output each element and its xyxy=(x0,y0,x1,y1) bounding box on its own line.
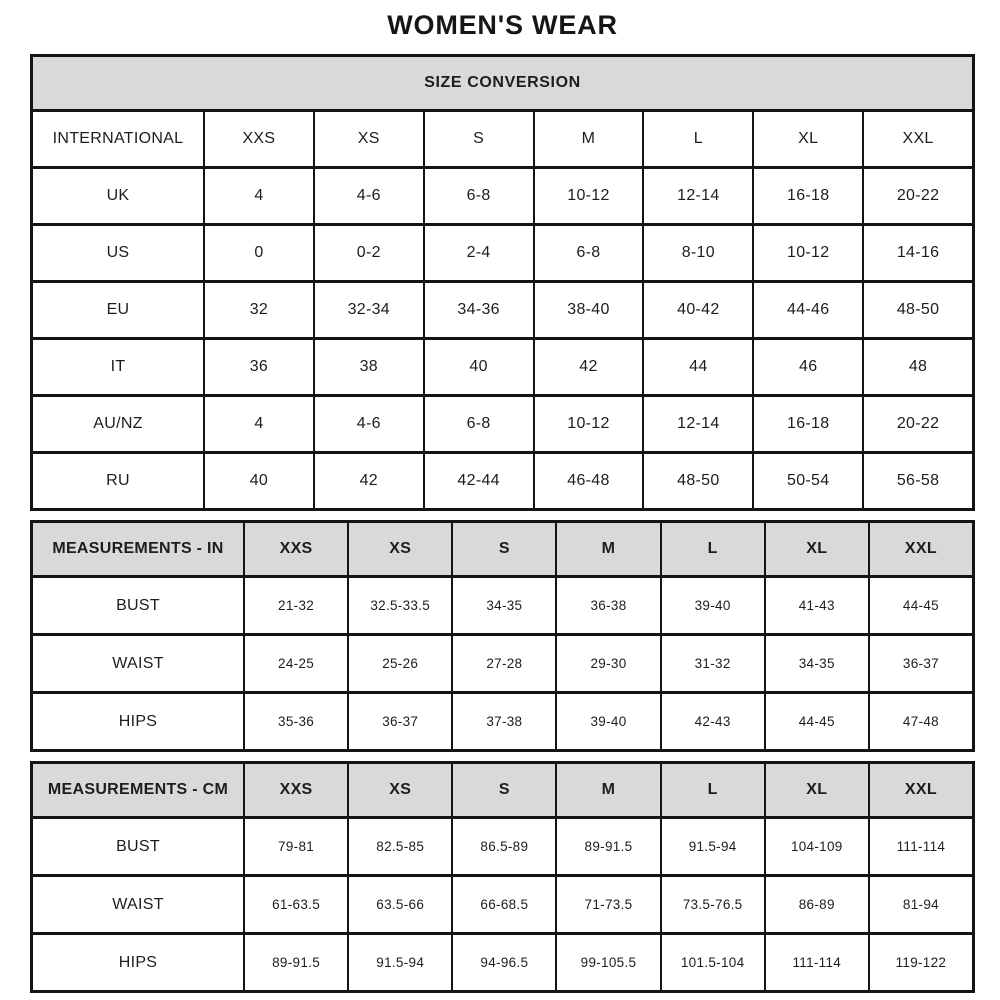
measurement-label: HIPS xyxy=(118,953,158,971)
measurement-value-cell: 79-81 xyxy=(243,819,347,874)
measurements-cm-header-row xyxy=(33,764,972,816)
measurement-value-cell: 111-114 xyxy=(764,935,868,990)
size-column-header: M xyxy=(555,764,659,816)
size-conversion-title: SIZE CONVERSION xyxy=(33,57,972,109)
size-column-header: M xyxy=(555,523,659,575)
measurement-value-cell: 24-25 xyxy=(243,636,347,691)
size-conversion-row-uk xyxy=(33,166,972,223)
size-value-cell: 14-16 xyxy=(862,226,972,280)
size-column-header: S xyxy=(451,523,555,575)
measurement-value-cell: 81-94 xyxy=(868,877,972,932)
measurement-value-cell: 91.5-94 xyxy=(660,819,764,874)
measurement-value-cell: 61-63.5 xyxy=(243,877,347,932)
measurement-label: HIPS xyxy=(118,712,158,730)
region-label: EU xyxy=(106,301,130,318)
size-value-cell: 4-6 xyxy=(313,397,423,451)
size-value-cell: 10-12 xyxy=(533,397,643,451)
size-value-cell: 10-12 xyxy=(533,169,643,223)
measurement-row-waist xyxy=(33,633,972,691)
size-value-cell: 12-14 xyxy=(642,169,752,223)
size-value-cell: 36 xyxy=(203,340,313,394)
size-column-header: XS xyxy=(347,764,451,816)
size-value-cell: 40 xyxy=(203,454,313,508)
size-column-header: XXS xyxy=(203,112,313,166)
measurement-value-cell: 99-105.5 xyxy=(555,935,659,990)
measurement-value-cell: 73.5-76.5 xyxy=(660,877,764,932)
size-value-cell: 20-22 xyxy=(862,169,972,223)
size-value-cell: 46-48 xyxy=(533,454,643,508)
size-value-cell: 32-34 xyxy=(313,283,423,337)
size-value-cell: 50-54 xyxy=(752,454,862,508)
size-value-cell: 6-8 xyxy=(533,226,643,280)
size-value-cell: 40 xyxy=(423,340,533,394)
size-column-header: XS xyxy=(347,523,451,575)
size-column-header: XXL xyxy=(862,112,972,166)
size-value-cell: 46 xyxy=(752,340,862,394)
size-conversion-row-ru xyxy=(33,451,972,508)
size-value-cell: 48-50 xyxy=(862,283,972,337)
measurement-value-cell: 36-37 xyxy=(347,694,451,749)
size-value-cell: 32 xyxy=(203,283,313,337)
measurement-value-cell: 89-91.5 xyxy=(243,935,347,990)
measurement-value-cell: 34-35 xyxy=(764,636,868,691)
measurement-row-hips xyxy=(33,932,972,990)
size-column-header: XL xyxy=(764,523,868,575)
measurements-in-table xyxy=(30,520,975,752)
measurement-value-cell: 42-43 xyxy=(660,694,764,749)
size-value-cell: 38 xyxy=(313,340,423,394)
size-value-cell: 16-18 xyxy=(752,397,862,451)
measurement-value-cell: 91.5-94 xyxy=(347,935,451,990)
international-column-header: INTERNATIONAL xyxy=(52,130,184,147)
size-column-header: L xyxy=(660,523,764,575)
size-column-header: L xyxy=(660,764,764,816)
size-value-cell: 10-12 xyxy=(752,226,862,280)
measurement-label: WAIST xyxy=(112,654,164,672)
size-conversion-row-us xyxy=(33,223,972,280)
size-column-header: XXL xyxy=(868,523,972,575)
measurement-label: BUST xyxy=(116,596,160,614)
measurement-value-cell: 39-40 xyxy=(555,694,659,749)
measurement-value-cell: 39-40 xyxy=(660,578,764,633)
size-value-cell: 48 xyxy=(862,340,972,394)
size-value-cell: 48-50 xyxy=(642,454,752,508)
measurement-value-cell: 86-89 xyxy=(764,877,868,932)
measurement-value-cell: 27-28 xyxy=(451,636,555,691)
measurement-value-cell: 31-32 xyxy=(660,636,764,691)
measurement-value-cell: 44-45 xyxy=(868,578,972,633)
measurement-value-cell: 119-122 xyxy=(868,935,972,990)
size-value-cell: 40-42 xyxy=(642,283,752,337)
measurement-value-cell: 111-114 xyxy=(868,819,972,874)
size-column-header: XL xyxy=(764,764,868,816)
size-column-header: M xyxy=(533,112,643,166)
size-value-cell: 44 xyxy=(642,340,752,394)
size-value-cell: 20-22 xyxy=(862,397,972,451)
size-value-cell: 8-10 xyxy=(642,226,752,280)
size-value-cell: 4 xyxy=(203,397,313,451)
measurement-value-cell: 94-96.5 xyxy=(451,935,555,990)
measurement-value-cell: 63.5-66 xyxy=(347,877,451,932)
size-value-cell: 44-46 xyxy=(752,283,862,337)
measurement-value-cell: 82.5-85 xyxy=(347,819,451,874)
measurement-row-bust xyxy=(33,575,972,633)
size-value-cell: 12-14 xyxy=(642,397,752,451)
measurement-value-cell: 89-91.5 xyxy=(555,819,659,874)
size-column-header: XXL xyxy=(868,764,972,816)
region-label: IT xyxy=(110,358,126,375)
measurement-label: BUST xyxy=(116,837,160,855)
size-conversion-table xyxy=(30,54,975,511)
measurement-label: WAIST xyxy=(112,895,164,913)
region-label: UK xyxy=(106,187,130,204)
measurement-row-hips xyxy=(33,691,972,749)
measurement-value-cell: 21-32 xyxy=(243,578,347,633)
measurement-value-cell: 41-43 xyxy=(764,578,868,633)
measurement-value-cell: 34-35 xyxy=(451,578,555,633)
measurement-value-cell: 25-26 xyxy=(347,636,451,691)
measurement-value-cell: 37-38 xyxy=(451,694,555,749)
size-value-cell: 42-44 xyxy=(423,454,533,508)
size-conversion-columns-row xyxy=(33,109,972,166)
measurement-value-cell: 36-38 xyxy=(555,578,659,633)
size-conversion-header-row xyxy=(33,57,972,109)
measurement-value-cell: 32.5-33.5 xyxy=(347,578,451,633)
size-value-cell: 2-4 xyxy=(423,226,533,280)
measurement-row-bust xyxy=(33,816,972,874)
size-column-header: S xyxy=(423,112,533,166)
region-label: RU xyxy=(106,472,130,489)
measurement-value-cell: 44-45 xyxy=(764,694,868,749)
size-conversion-row-eu xyxy=(33,280,972,337)
size-value-cell: 42 xyxy=(313,454,423,508)
size-value-cell: 16-18 xyxy=(752,169,862,223)
measurement-value-cell: 101.5-104 xyxy=(660,935,764,990)
measurement-value-cell: 29-30 xyxy=(555,636,659,691)
size-column-header: L xyxy=(642,112,752,166)
measurement-value-cell: 36-37 xyxy=(868,636,972,691)
size-value-cell: 0-2 xyxy=(313,226,423,280)
size-value-cell: 0 xyxy=(203,226,313,280)
measurements-cm-table xyxy=(30,761,975,993)
measurements-table-title: MEASUREMENTS - CM xyxy=(33,764,243,816)
region-label: US xyxy=(106,244,130,261)
size-column-header: XXS xyxy=(243,523,347,575)
region-label: AU/NZ xyxy=(93,415,143,432)
size-value-cell: 34-36 xyxy=(423,283,533,337)
measurement-value-cell: 71-73.5 xyxy=(555,877,659,932)
size-column-header: XXS xyxy=(243,764,347,816)
size-value-cell: 38-40 xyxy=(533,283,643,337)
size-conversion-row-au-nz xyxy=(33,394,972,451)
size-value-cell: 6-8 xyxy=(423,169,533,223)
size-column-header: XL xyxy=(752,112,862,166)
size-value-cell: 4 xyxy=(203,169,313,223)
measurement-value-cell: 104-109 xyxy=(764,819,868,874)
measurement-value-cell: 66-68.5 xyxy=(451,877,555,932)
size-value-cell: 6-8 xyxy=(423,397,533,451)
size-chart-page xyxy=(30,0,975,993)
measurement-row-waist xyxy=(33,874,972,932)
size-value-cell: 42 xyxy=(533,340,643,394)
size-value-cell: 56-58 xyxy=(862,454,972,508)
page-title: WOMEN'S WEAR xyxy=(387,10,618,40)
size-column-header: S xyxy=(451,764,555,816)
measurement-value-cell: 86.5-89 xyxy=(451,819,555,874)
measurement-value-cell: 35-36 xyxy=(243,694,347,749)
size-column-header: XS xyxy=(313,112,423,166)
measurements-in-header-row xyxy=(33,523,972,575)
measurement-value-cell: 47-48 xyxy=(868,694,972,749)
size-value-cell: 4-6 xyxy=(313,169,423,223)
measurements-table-title: MEASUREMENTS - IN xyxy=(33,523,243,575)
size-conversion-row-it xyxy=(33,337,972,394)
